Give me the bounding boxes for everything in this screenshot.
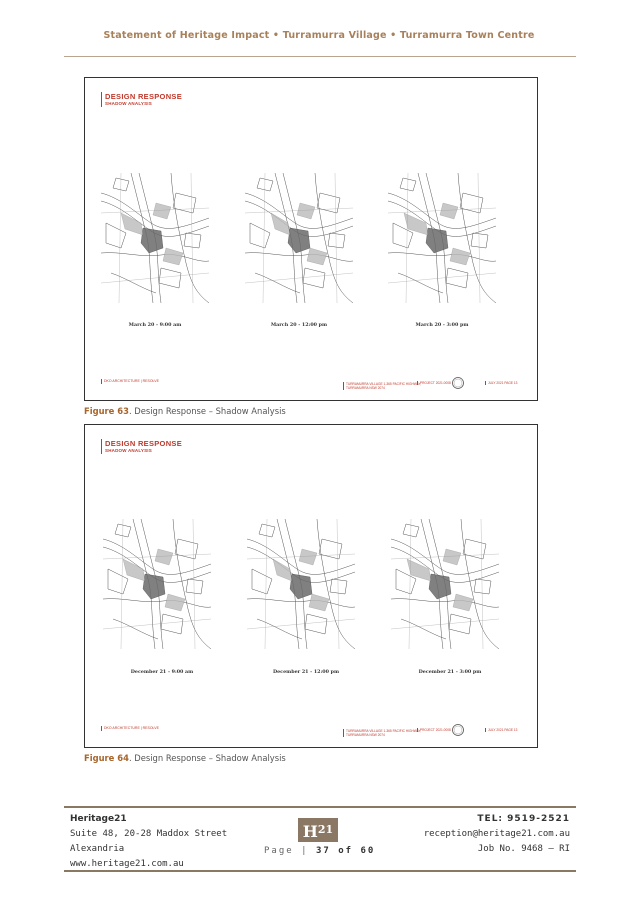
footer-job-number: Job No. 9468 – RI <box>477 844 570 854</box>
shadow-map-4 <box>103 519 211 649</box>
design-response-title: DESIGN RESPONSE <box>105 439 183 448</box>
footer-divider-bottom <box>64 870 576 872</box>
figure-label: Figure 64 <box>84 753 129 763</box>
map-caption: December 21 - 12:00 pm <box>272 669 340 675</box>
sheet-project-number: PROJECT 2021.0008 <box>417 381 451 385</box>
map-caption: March 20 - 3:00 pm <box>415 322 469 328</box>
footer-website: www.heritage21.com.au <box>70 859 184 869</box>
footer-company: Heritage21 <box>70 814 127 824</box>
shadow-map-3 <box>388 173 496 303</box>
figure-64-sheet <box>84 424 538 748</box>
sheet-firm-label: DKO ARCHITECTURE | RESOLVE <box>101 726 159 731</box>
shadow-map-1 <box>101 173 209 303</box>
shadow-map-6 <box>391 519 499 649</box>
figure-label: Figure 63 <box>84 406 129 416</box>
heritage21-logo: $H^{21}$ <box>298 818 338 842</box>
map-caption: March 20 - 12:00 pm <box>270 322 328 328</box>
page-header-title: Statement of Heritage Impact • Turramurra Village • Turramurra Town Centre <box>103 30 535 41</box>
sheet-project-label: TURRAMURRA VILLAGE 1-365 PACIFIC HIGHWAY, TURRAMURRA NSW 2074 <box>343 382 424 390</box>
north-arrow-icon <box>451 723 465 737</box>
figure-caption-text: . Design Response – Shadow Analysis <box>128 406 286 416</box>
sheet-firm-label: DKO ARCHITECTURE | RESOLVE <box>101 379 159 384</box>
map-caption: December 21 - 9:00 am <box>130 669 194 675</box>
sheet-project-label: TURRAMURRA VILLAGE 1-365 PACIFIC HIGHWAY, TURRAMURRA NSW 2074 <box>343 729 424 737</box>
page-count: 37 of 60 <box>315 846 376 856</box>
figure-64-caption <box>84 753 286 763</box>
footer-email: reception@heritage21.com.au <box>423 829 570 839</box>
page-number: Page | 37 of 60 <box>264 846 376 856</box>
design-response-subtitle: SHADOW ANALYSIS <box>105 101 152 106</box>
figure-caption-text: . Design Response – Shadow Analysis <box>128 753 286 763</box>
sheet-project-number: PROJECT 2021.0008 <box>417 728 451 732</box>
footer-address-line2: Alexandria <box>70 844 125 854</box>
map-caption: March 20 - 9:00 am <box>128 322 182 328</box>
footer-address-block <box>70 812 227 872</box>
footer-address-line1: Suite 48, 20-28 Maddox Street <box>70 829 228 839</box>
design-response-subtitle: SHADOW ANALYSIS <box>105 448 152 453</box>
map-caption: December 21 - 3:00 pm <box>418 669 482 675</box>
north-arrow-icon <box>451 376 465 390</box>
figure-63-sheet <box>84 77 538 401</box>
page-word: Page <box>264 846 294 856</box>
design-response-heading <box>101 92 182 107</box>
design-response-title: DESIGN RESPONSE <box>105 92 183 101</box>
sheet-date-label: JULY 2021 PAGE 13 <box>485 728 517 732</box>
footer-divider-top <box>64 806 576 808</box>
figure-63-caption <box>84 406 286 416</box>
shadow-map-2 <box>245 173 353 303</box>
sheet-date-label: JULY 2021 PAGE 13 <box>485 381 517 385</box>
footer-contact-block <box>424 812 570 857</box>
design-response-heading <box>101 439 182 454</box>
footer-telephone: TEL: 9519-2521 <box>477 814 570 824</box>
header-divider <box>64 56 576 57</box>
shadow-map-5 <box>247 519 355 649</box>
